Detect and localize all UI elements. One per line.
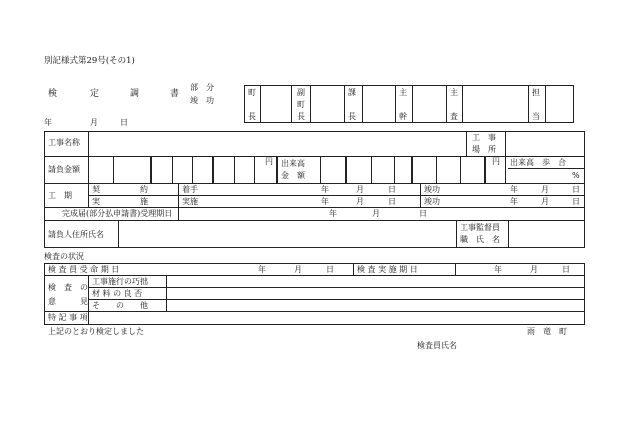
jisshi-kijitsu-label: 検 査 実 施 期 日 bbox=[357, 265, 418, 274]
kensa-iken-label-2: 意 見 bbox=[48, 297, 88, 306]
shunko-tsuki-2: 月 bbox=[541, 197, 549, 206]
koji-name-label: 工事名称 bbox=[48, 138, 80, 147]
kensa-iken-label-1: 検 査 の bbox=[48, 283, 88, 292]
yen-label-1: 円 bbox=[265, 157, 273, 166]
shunko-label-2: 竣功 bbox=[424, 197, 440, 206]
bubun-label: 部 分 bbox=[190, 83, 214, 92]
koji-sekou-label: 工事施行の巧拙 bbox=[92, 277, 148, 286]
shunko-label-1: 竣功 bbox=[424, 185, 440, 194]
ukeoi-kingaku-label: 請負金額 bbox=[48, 165, 80, 174]
title-char-1: 検 bbox=[48, 89, 58, 99]
keiyaku-label: 契 約 bbox=[92, 185, 148, 194]
title-char-3: 調 bbox=[130, 89, 140, 99]
shunko-nen-1: 年 bbox=[510, 185, 518, 194]
juri-nen: 年 bbox=[329, 209, 337, 218]
tokki-label: 特 記 事 項 bbox=[48, 313, 88, 322]
uketsuke-label: 検 査 員 受 命 期 日 bbox=[48, 265, 120, 274]
koki-label: 工 期 bbox=[48, 191, 72, 200]
koki-tsuki-2: 月 bbox=[356, 197, 364, 206]
stamp-tanto-top: 担 bbox=[532, 88, 540, 97]
stamp-kacho-bottom: 長 bbox=[348, 112, 356, 121]
shunko-hi-2: 日 bbox=[572, 197, 580, 206]
dekidaka-kingaku-label-2: 金 額 bbox=[281, 171, 305, 180]
stamp-shukan-top: 主 bbox=[399, 88, 407, 97]
koki-nen-1: 年 bbox=[321, 185, 329, 194]
juri-tsuki: 月 bbox=[372, 209, 380, 218]
dekidaka-buai-label: 出来高 歩 合 bbox=[510, 158, 566, 167]
title-char-4: 書 bbox=[170, 89, 180, 99]
dekidaka-kingaku-label-1: 出来高 bbox=[281, 159, 305, 168]
uketsuke-tsuki: 月 bbox=[294, 265, 302, 274]
percent-label: % bbox=[572, 171, 580, 180]
jisshi-tsuki: 月 bbox=[530, 265, 538, 274]
chakushu-label-2: 実施 bbox=[182, 197, 198, 206]
uketsuke-hi: 日 bbox=[326, 265, 334, 274]
jisshi-hi: 日 bbox=[562, 265, 570, 274]
chakushu-label-1: 着手 bbox=[182, 185, 198, 194]
ukeoinin-label: 請負人住所氏名 bbox=[48, 230, 104, 239]
zairyo-label: 材 料 の 良 否 bbox=[92, 289, 143, 298]
inspector-label: 検査員氏名 bbox=[417, 341, 457, 350]
shunko-nen-2: 年 bbox=[510, 197, 518, 206]
title-char-2: 定 bbox=[90, 89, 100, 99]
shunko-label: 竣 功 bbox=[190, 96, 214, 105]
juri-hi: 日 bbox=[419, 209, 427, 218]
kentei-statement: 上記のとおり検定しました bbox=[48, 327, 144, 336]
stamp-fukucho-bottom: 長 bbox=[297, 112, 305, 121]
kanseitodoke-label: 完成届(部分払申請書)受理期日 bbox=[62, 209, 173, 218]
stamp-tanto-bottom: 当 bbox=[532, 112, 540, 121]
stamp-shusa-top: 主 bbox=[450, 88, 458, 97]
koki-hi-2: 日 bbox=[388, 197, 396, 206]
stamp-shusa-bottom: 査 bbox=[450, 112, 458, 121]
koki-hi-1: 日 bbox=[388, 185, 396, 194]
shunko-hi-1: 日 bbox=[572, 185, 580, 194]
stamp-cho-bottom: 長 bbox=[248, 112, 256, 121]
jisshi-label: 実 施 bbox=[92, 197, 148, 206]
kantoku-label-2: 職 氏 名 bbox=[460, 235, 500, 244]
uketsuke-nen: 年 bbox=[258, 265, 266, 274]
stamp-shukan-bottom: 幹 bbox=[399, 112, 407, 121]
jisshi-nen: 年 bbox=[494, 265, 502, 274]
koji-basho-label-1: 工 事 bbox=[472, 133, 496, 142]
town-name: 雨 竜 町 bbox=[527, 327, 567, 336]
header-date-hi: 日 bbox=[120, 118, 128, 127]
koji-basho-label-2: 場 所 bbox=[472, 145, 496, 154]
stamp-block bbox=[244, 85, 574, 123]
header-date-tsuki: 月 bbox=[90, 118, 98, 127]
stamp-cho-top: 町 bbox=[248, 88, 256, 97]
header-date-nen: 年 bbox=[44, 118, 52, 127]
koki-nen-2: 年 bbox=[321, 197, 329, 206]
kensa-jokyo-title: 検査の状況 bbox=[44, 252, 84, 261]
form-code: 別記様式第29号(その1) bbox=[44, 56, 135, 66]
stamp-fukucho-top: 副 bbox=[297, 88, 305, 97]
stamp-kacho-top: 課 bbox=[348, 88, 356, 97]
kantoku-label-1: 工事監督員 bbox=[460, 223, 500, 232]
stamp-fukucho-mid: 町 bbox=[297, 100, 305, 109]
shunko-tsuki-1: 月 bbox=[541, 185, 549, 194]
koki-tsuki-1: 月 bbox=[356, 185, 364, 194]
yen-label-2: 円 bbox=[492, 157, 500, 166]
sonota-label: そ の 他 bbox=[92, 301, 148, 310]
